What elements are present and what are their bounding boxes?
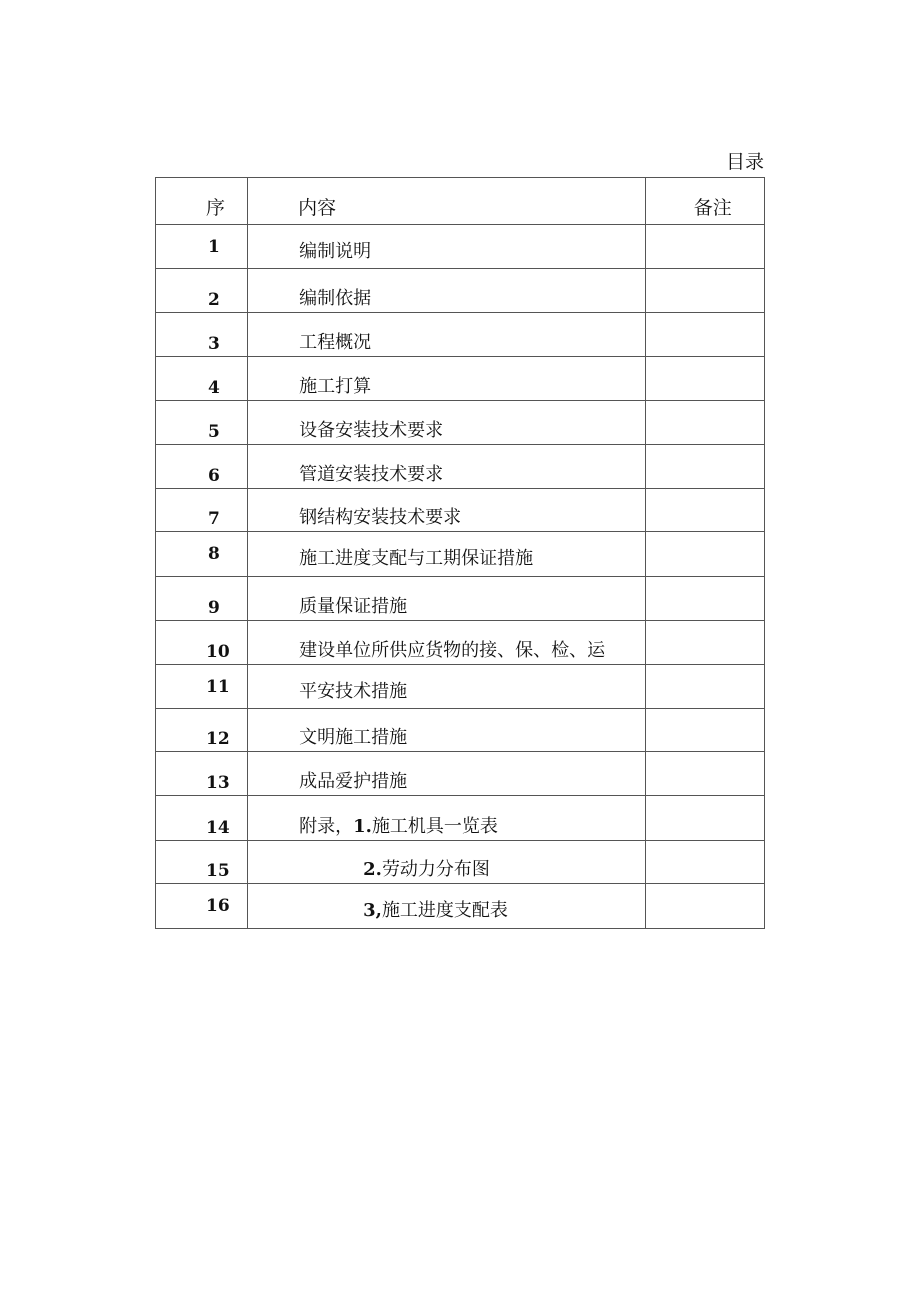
row-content [248,884,646,929]
row-content: 编制依据 [248,269,646,313]
row-content: 建设单位所供应货物的接、保、检、运 [248,621,646,665]
row-note [645,489,764,532]
row-note [645,445,764,489]
row-note [645,665,764,709]
row-num: 16 [156,884,248,929]
row-note [645,313,764,357]
row-note [645,357,764,401]
row-content: 质量保证措施 [248,577,646,621]
row-num: 3 [156,313,248,357]
row-note [645,752,764,796]
row-content-mark: 3, [363,900,382,921]
table-row [156,269,765,313]
row-num: 5 [156,401,248,445]
toc-table [155,177,765,929]
row-content [248,796,646,841]
table-row [156,489,765,532]
row-content-mark: 1. [353,816,372,837]
row-content: 平安技术措施 [248,665,646,709]
table-row [156,445,765,489]
table-row [156,357,765,401]
row-num: 13 [156,752,248,796]
table-row [156,752,765,796]
row-num: 6 [156,445,248,489]
row-content-prefix: 附录， [299,816,354,837]
row-num: 11 [156,665,248,709]
row-content: 设备安装技术要求 [248,401,646,445]
table-row [156,665,765,709]
row-content-text: 劳动力分布图 [381,859,490,880]
row-note [645,621,764,665]
row-note [645,796,764,841]
table-row [156,313,765,357]
table-row [156,841,765,884]
table-row [156,884,765,929]
row-content: 施工进度支配与工期保证措施 [248,532,646,577]
row-note [645,577,764,621]
table-row [156,577,765,621]
row-num: 2 [156,269,248,313]
row-note [645,709,764,752]
row-content: 管道安装技术要求 [248,445,646,489]
table-row [156,621,765,665]
row-content: 施工打算 [248,357,646,401]
row-content: 编制说明 [248,225,646,269]
row-note [645,841,764,884]
table-row [156,709,765,752]
row-note [645,884,764,929]
header-content: 内容 [248,178,646,225]
row-content: 工程概况 [248,313,646,357]
document-title: 目录 [725,151,764,173]
row-content-mark: 2. [363,859,382,880]
table-row [156,532,765,577]
row-num: 7 [156,489,248,532]
row-num: 4 [156,357,248,401]
row-note [645,401,764,445]
row-note [645,225,764,269]
row-num: 12 [156,709,248,752]
table-row [156,401,765,445]
table-header-row [156,178,765,225]
row-num: 9 [156,577,248,621]
row-content: 成品爱护措施 [248,752,646,796]
row-content [248,841,646,884]
row-content: 文明施工措施 [248,709,646,752]
row-note [645,269,764,313]
row-num: 1 [156,225,248,269]
row-num: 8 [156,532,248,577]
header-note: 备注 [645,178,764,225]
row-num: 10 [156,621,248,665]
row-content-text: 施工进度支配表 [381,900,508,921]
row-note [645,532,764,577]
row-num: 14 [156,796,248,841]
row-content-text: 施工机具一览表 [371,816,498,837]
row-num: 15 [156,841,248,884]
row-content: 钢结构安装技术要求 [248,489,646,532]
header-num: 序 [156,178,248,225]
table-row [156,225,765,269]
table-row [156,796,765,841]
